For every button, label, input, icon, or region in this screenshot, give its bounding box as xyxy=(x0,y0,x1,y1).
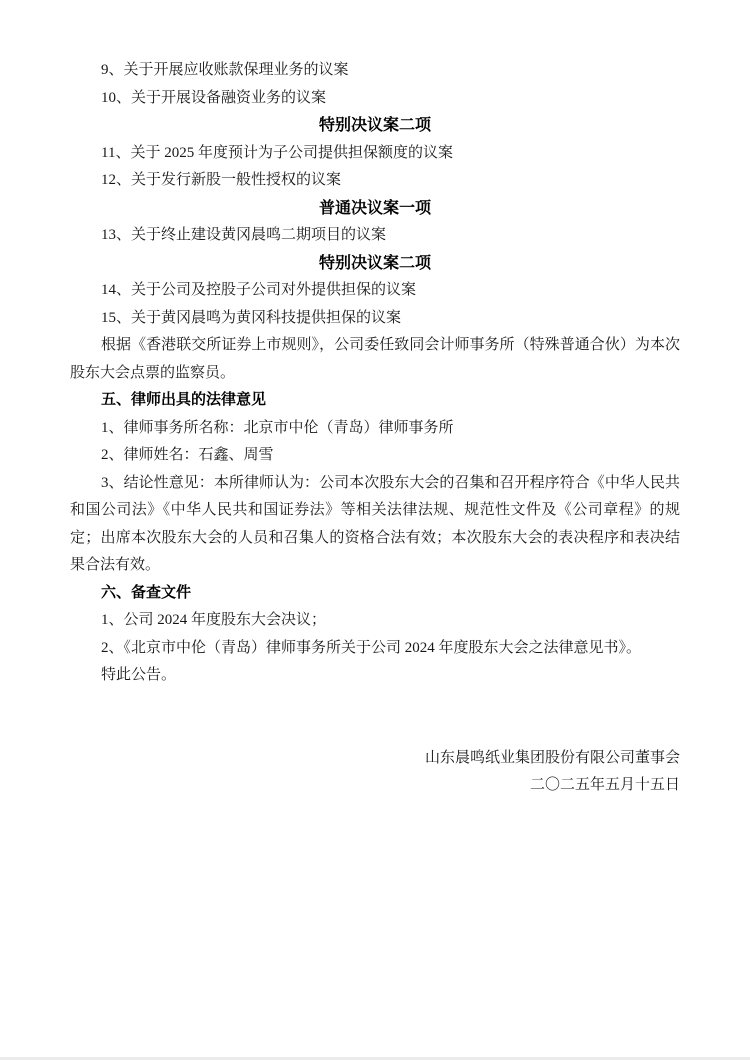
special-resolutions-heading-2: 特别决议案二项 xyxy=(318,254,431,272)
lawyer-names-line: 2、律师姓名：石鑫、周雪 xyxy=(101,447,274,463)
reference-file-2: 2、《北京市中伦（青岛）律师事务所关于公司 2024 年度股东大会之法律意见书》。 xyxy=(101,639,642,656)
proposal-item-12: 12、关于发行新股一般性授权的议案 xyxy=(101,172,342,188)
reference-files-section-title: 六、备查文件 xyxy=(101,584,192,601)
reference-file-1: 1、公司 2024 年度股东大会决议； xyxy=(101,612,327,628)
legal-opinion-section-title: 五、律师出具的法律意见 xyxy=(101,392,267,408)
special-resolutions-heading-1: 特别决议案二项 xyxy=(318,117,431,134)
law-firm-line: 1、律师事务所名称：北京市中伦（青岛）律师事务所 xyxy=(101,419,454,436)
closing-statement: 特此公告。 xyxy=(101,667,177,683)
proposal-item-13: 13、关于终止建设黄冈晨鸣二期项目的议案 xyxy=(101,227,387,243)
ordinary-resolutions-heading: 普通决议案一项 xyxy=(318,199,431,217)
signature-company: 山东晨鸣纸业集团股份有限公司董事会 xyxy=(424,749,680,766)
proposal-item-10: 10、关于开展设备融资业务的议案 xyxy=(101,89,327,106)
proposal-item-14: 14、关于公司及控股子公司对外提供担保的议案 xyxy=(101,282,417,298)
scrutineer-note-paragraph: 根据《香港联交所证券上市规则》，公司委任致同会计师事务所（特殊普通合伙）为本次股东大会点票的监察员。 xyxy=(70,337,680,381)
legal-conclusion-paragraph: 3、结论性意见：本所律师认为：公司本次股东大会的召集和召开程序符合《中华人民共和国公司法》《中华人民共和国证券法》等相关法律法规、规范性文件及《公司章程》的规定；出席本次股东大会的人员和召集人的资格合法有效；本次股东大会的表决程序和表决结果合法有效。 xyxy=(70,474,680,573)
proposal-item-15: 15、关于黄冈晨鸣为黄冈科技提供担保的议案 xyxy=(101,309,402,326)
proposal-item-11: 11、关于 2025 年度预计为子公司提供担保额度的议案 xyxy=(101,144,453,161)
signature-spacer xyxy=(70,690,680,745)
signature-date: 二〇二五年五月十五日 xyxy=(529,777,680,793)
proposal-item-9: 9、关于开展应收账款保理业务的议案 xyxy=(101,62,349,78)
document-body xyxy=(70,57,680,800)
